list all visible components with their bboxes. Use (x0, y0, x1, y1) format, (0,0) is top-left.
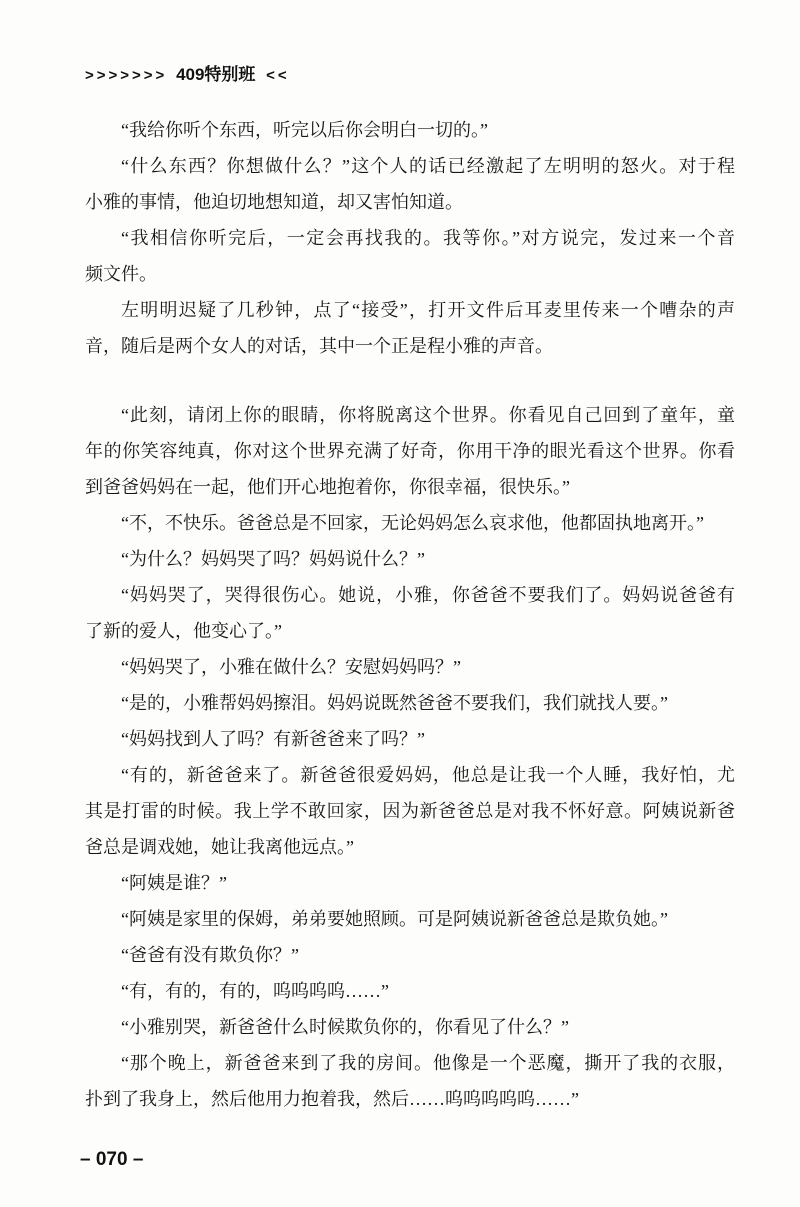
text-line: “那个晚上，新爸爸来到了我的房间。他像是一个恶魔，撕开了我的衣服， (121, 1053, 735, 1073)
text-line: “此刻，请闭上你的眼睛，你将脱离这个世界。你看见自己回到了童年，童 (121, 405, 735, 425)
text-line: “是的，小雅帮妈妈擦泪。妈妈说既然爸爸不要我们，我们就找人要。” (121, 693, 668, 713)
text-line: “什么东西？你想做什么？”这个人的话已经激起了左明明的怒火。对于程 (121, 156, 735, 176)
paragraph (85, 112, 735, 148)
paragraph (85, 397, 735, 505)
running-head-arrows-left: >>>>>>> (85, 67, 168, 84)
text-body (85, 112, 735, 1117)
text-line: 频文件。 (85, 264, 157, 284)
text-line: “不，不快乐。爸爸总是不回家，无论妈妈怎么哀求他，他都固执地离开。” (121, 513, 704, 533)
paragraph (85, 541, 735, 577)
text-line: “妈妈哭了，小雅在做什么？安慰妈妈吗？” (121, 657, 461, 677)
paragraph (85, 292, 735, 364)
paragraph (85, 220, 735, 292)
paragraph (85, 937, 735, 973)
paragraph (85, 901, 735, 937)
paragraph (85, 148, 735, 220)
paragraph (85, 649, 735, 685)
text-line: “爸爸有没有欺负你？” (121, 945, 299, 965)
running-head-title: 409特别班 (176, 65, 256, 84)
paragraph (85, 685, 735, 721)
text-line: “小雅别哭，新爸爸什么时候欺负你的，你看见了什么？” (121, 1017, 569, 1037)
paragraph (85, 865, 735, 901)
text-line: “有，有的，有的，呜呜呜呜……” (121, 981, 389, 1001)
running-head-arrows-right: << (266, 67, 290, 84)
text-line: “妈妈哭了，哭得很伤心。她说，小雅，你爸爸不要我们了。妈妈说爸爸有 (121, 585, 735, 605)
paragraph (85, 757, 735, 865)
text-line: 到爸爸妈妈在一起，他们开心地抱着你，你很幸福，很快乐。” (85, 477, 570, 497)
text-section (85, 112, 735, 364)
text-line: “为什么？妈妈哭了吗？妈妈说什么？” (121, 549, 425, 569)
text-line: 左明明迟疑了几秒钟，点了“接受”，打开文件后耳麦里传来一个嘈杂的声 (121, 300, 735, 320)
text-line: 小雅的事情，他迫切地想知道，却又害怕知道。 (85, 192, 463, 212)
text-line: 音，随后是两个女人的对话，其中一个正是程小雅的声音。 (85, 336, 553, 356)
paragraph (85, 505, 735, 541)
page-number: – 070 – (80, 1149, 144, 1170)
text-line: “我相信你听完后，一定会再找我的。我等你。”对方说完，发过来一个音 (121, 228, 735, 248)
text-line: 爸总是调戏她，她让我离他远点。” (85, 837, 354, 857)
text-line: 扑到了我身上，然后他用力抱着我，然后……呜呜呜呜呜……” (85, 1089, 579, 1109)
text-section (85, 397, 735, 1117)
text-line: 了新的爱人，他变心了。” (85, 621, 282, 641)
text-line: “我给你听个东西，听完以后你会明白一切的。” (121, 120, 488, 140)
text-line: “有的，新爸爸来了。新爸爸很爱妈妈，他总是让我一个人睡，我好怕，尤 (121, 765, 735, 785)
text-line: “妈妈找到人了吗？有新爸爸来了吗？” (121, 729, 425, 749)
paragraph (85, 973, 735, 1009)
running-head (85, 60, 290, 90)
text-line: “阿姨是家里的保姆，弟弟要她照顾。可是阿姨说新爸爸总是欺负她。” (121, 909, 668, 929)
paragraph (85, 721, 735, 757)
text-line: 其是打雷的时候。我上学不敢回家，因为新爸爸总是对我不怀好意。阿姨说新爸 (85, 801, 735, 821)
paragraph (85, 1045, 735, 1117)
paragraph (85, 577, 735, 649)
text-line: 年的你笑容纯真，你对这个世界充满了好奇，你用干净的眼光看这个世界。你看 (85, 441, 735, 461)
text-line: “阿姨是谁？” (121, 873, 227, 893)
paragraph (85, 1009, 735, 1045)
